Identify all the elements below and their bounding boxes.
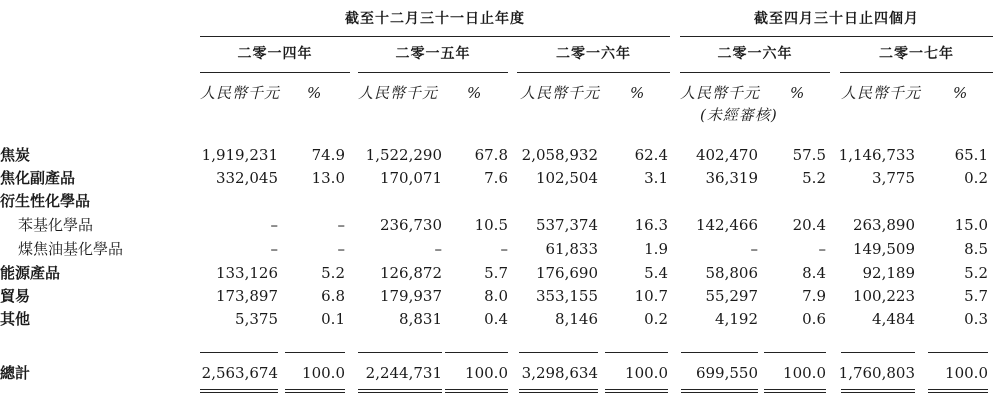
amount-cell: 332,045 bbox=[215, 169, 278, 187]
amount-cell: 236,730 bbox=[379, 216, 442, 234]
amount-cell: 92,189 bbox=[862, 264, 915, 282]
percent-cell: 8.4 bbox=[802, 264, 826, 282]
year-end-group-header: 截至十二月三十一日止年度 bbox=[345, 11, 525, 27]
subtotal-rule bbox=[519, 352, 598, 353]
amount-cell: 1,146,733 bbox=[838, 146, 915, 164]
subtotal-rule bbox=[841, 352, 915, 353]
amount-cell: 5,375 bbox=[235, 310, 278, 328]
year-rule-2017-4m bbox=[840, 72, 993, 73]
total-percent-cell: 100.0 bbox=[625, 364, 668, 382]
total-double-rule bbox=[200, 389, 278, 393]
row-label: 焦化副產品 bbox=[0, 169, 76, 187]
percent-cell: 8.5 bbox=[964, 240, 988, 258]
year-header-2014: 二零一四年 bbox=[237, 46, 313, 62]
amount-cell: 8,831 bbox=[399, 310, 442, 328]
pct-label: % bbox=[630, 84, 645, 102]
total-percent-cell: 100.0 bbox=[783, 364, 826, 382]
subtotal-rule bbox=[445, 352, 508, 353]
amount-cell: 263,890 bbox=[852, 216, 915, 234]
amount-cell: – bbox=[270, 216, 278, 234]
total-amount-cell: 2,563,674 bbox=[201, 364, 278, 382]
amount-cell: 102,504 bbox=[535, 169, 598, 187]
percent-cell: 5.4 bbox=[644, 264, 668, 282]
subtotal-rule bbox=[200, 352, 278, 353]
unit-label: 人民幣千元 bbox=[200, 84, 281, 102]
percent-cell: 67.8 bbox=[474, 146, 508, 164]
total-amount-cell: 699,550 bbox=[695, 364, 758, 382]
percent-cell: 0.2 bbox=[644, 310, 668, 328]
total-double-rule bbox=[841, 389, 915, 393]
row-label: 煤焦油基化學品 bbox=[18, 240, 124, 258]
amount-cell: 2,058,932 bbox=[521, 146, 598, 164]
total-double-rule bbox=[519, 389, 598, 393]
percent-cell: 5.2 bbox=[964, 264, 988, 282]
year-header-2015: 二零一五年 bbox=[395, 46, 471, 62]
total-double-rule bbox=[285, 389, 345, 393]
year-rule-2014 bbox=[200, 72, 350, 73]
percent-cell: 0.4 bbox=[484, 310, 508, 328]
percent-cell: 57.5 bbox=[792, 146, 826, 164]
amount-cell: 176,690 bbox=[535, 264, 598, 282]
percent-cell: – bbox=[818, 240, 826, 258]
amount-cell: 55,297 bbox=[705, 287, 758, 305]
unit-label: 人民幣千元 bbox=[680, 84, 761, 102]
total-double-rule bbox=[605, 389, 668, 393]
amount-cell: 173,897 bbox=[215, 287, 278, 305]
percent-cell: – bbox=[337, 240, 345, 258]
total-amount-cell: 3,298,634 bbox=[521, 364, 598, 382]
amount-cell: 142,466 bbox=[695, 216, 758, 234]
amount-cell: 4,192 bbox=[715, 310, 758, 328]
percent-cell: 5.7 bbox=[484, 264, 508, 282]
year-header-2016-4m: 二零一六年 bbox=[717, 46, 793, 62]
subtotal-rule bbox=[358, 352, 442, 353]
percent-cell: 7.6 bbox=[484, 169, 508, 187]
unit-label: 人民幣千元 bbox=[841, 84, 922, 102]
percent-cell: 5.2 bbox=[802, 169, 826, 187]
percent-cell: 6.8 bbox=[321, 287, 345, 305]
total-amount-cell: 2,244,731 bbox=[365, 364, 442, 382]
amount-cell: 100,223 bbox=[852, 287, 915, 305]
row-label: 焦炭 bbox=[0, 146, 31, 164]
percent-cell: 10.7 bbox=[634, 287, 668, 305]
total-double-rule bbox=[445, 389, 508, 393]
percent-cell: 62.4 bbox=[634, 146, 668, 164]
amount-cell: 4,484 bbox=[872, 310, 915, 328]
amount-cell: 537,374 bbox=[535, 216, 598, 234]
percent-cell: – bbox=[500, 240, 508, 258]
amount-cell: – bbox=[270, 240, 278, 258]
percent-cell: 16.3 bbox=[634, 216, 668, 234]
total-label: 總計 bbox=[0, 364, 31, 382]
four-month-group-header: 截至四月三十日止四個月 bbox=[754, 11, 919, 27]
amount-cell: 353,155 bbox=[535, 287, 598, 305]
subtotal-rule bbox=[928, 352, 988, 353]
unaudited-note: (未經審核) bbox=[700, 106, 778, 124]
pct-label: % bbox=[790, 84, 805, 102]
amount-cell: 179,937 bbox=[379, 287, 442, 305]
amount-cell: 58,806 bbox=[705, 264, 758, 282]
amount-cell: 402,470 bbox=[695, 146, 758, 164]
subtotal-rule bbox=[605, 352, 668, 353]
total-percent-cell: 100.0 bbox=[302, 364, 345, 382]
amount-cell: 126,872 bbox=[379, 264, 442, 282]
percent-cell: 3.1 bbox=[644, 169, 668, 187]
percent-cell: 5.2 bbox=[321, 264, 345, 282]
amount-cell: 3,775 bbox=[872, 169, 915, 187]
unit-label: 人民幣千元 bbox=[358, 84, 439, 102]
group-rule-left bbox=[200, 36, 670, 37]
percent-cell: 74.9 bbox=[311, 146, 345, 164]
percent-cell: 0.3 bbox=[964, 310, 988, 328]
total-amount-cell: 1,760,803 bbox=[838, 364, 915, 382]
group-rule-right bbox=[680, 36, 993, 37]
row-label: 貿易 bbox=[0, 287, 31, 305]
year-rule-2015 bbox=[358, 72, 508, 73]
year-header-2016: 二零一六年 bbox=[556, 46, 631, 62]
total-double-rule bbox=[764, 389, 826, 393]
percent-cell: – bbox=[337, 216, 345, 234]
percent-cell: 0.2 bbox=[964, 169, 988, 187]
pct-label: % bbox=[467, 84, 482, 102]
year-header-2017-4m: 二零一七年 bbox=[879, 46, 954, 62]
amount-cell: 133,126 bbox=[215, 264, 278, 282]
amount-cell: 61,833 bbox=[545, 240, 598, 258]
percent-cell: 1.9 bbox=[644, 240, 668, 258]
year-rule-2016-4m bbox=[680, 72, 830, 73]
percent-cell: 7.9 bbox=[802, 287, 826, 305]
amount-cell: – bbox=[750, 240, 758, 258]
subtotal-rule bbox=[681, 352, 758, 353]
pct-label: % bbox=[307, 84, 322, 102]
subtotal-rule bbox=[764, 352, 826, 353]
percent-cell: 15.0 bbox=[954, 216, 988, 234]
row-label: 能源產品 bbox=[0, 264, 61, 282]
percent-cell: 20.4 bbox=[792, 216, 826, 234]
amount-cell: – bbox=[434, 240, 442, 258]
total-percent-cell: 100.0 bbox=[465, 364, 508, 382]
percent-cell: 10.5 bbox=[474, 216, 508, 234]
year-rule-2016 bbox=[517, 72, 670, 73]
amount-cell: 1,919,231 bbox=[201, 146, 278, 164]
percent-cell: 5.7 bbox=[964, 287, 988, 305]
row-label: 其他 bbox=[0, 310, 31, 328]
row-label: 衍生性化學品 bbox=[0, 192, 91, 210]
amount-cell: 170,071 bbox=[379, 169, 442, 187]
unit-label: 人民幣千元 bbox=[520, 84, 601, 102]
amount-cell: 1,522,290 bbox=[365, 146, 442, 164]
percent-cell: 0.6 bbox=[802, 310, 826, 328]
row-label: 苯基化學品 bbox=[18, 216, 94, 234]
percent-cell: 65.1 bbox=[954, 146, 988, 164]
total-double-rule bbox=[928, 389, 988, 393]
amount-cell: 36,319 bbox=[705, 169, 758, 187]
pct-label: % bbox=[953, 84, 968, 102]
subtotal-rule bbox=[285, 352, 345, 353]
total-percent-cell: 100.0 bbox=[945, 364, 988, 382]
amount-cell: 8,146 bbox=[555, 310, 598, 328]
percent-cell: 13.0 bbox=[311, 169, 345, 187]
percent-cell: 8.0 bbox=[484, 287, 508, 305]
total-double-rule bbox=[681, 389, 758, 393]
percent-cell: 0.1 bbox=[321, 310, 345, 328]
total-double-rule bbox=[358, 389, 442, 393]
amount-cell: 149,509 bbox=[852, 240, 915, 258]
